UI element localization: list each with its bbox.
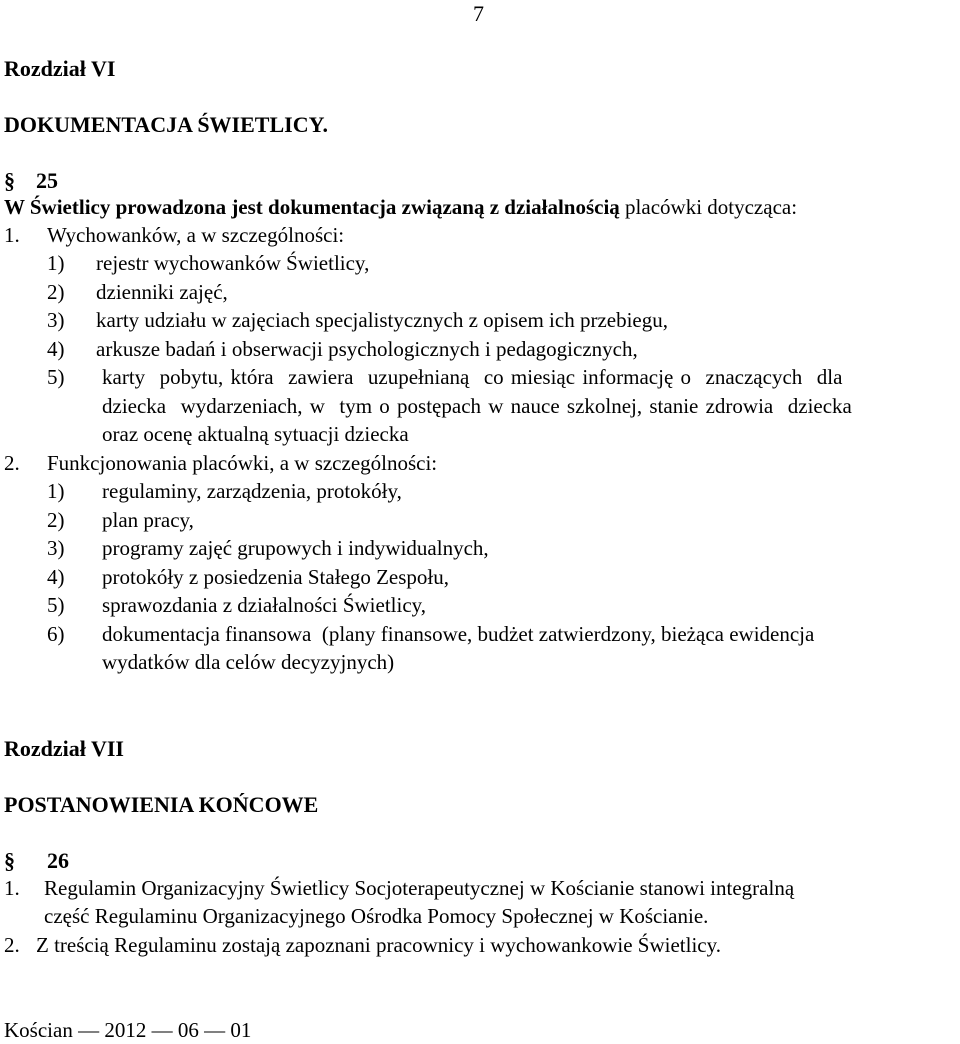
list-item-num: 4) <box>47 565 65 589</box>
paragraph-sign: § <box>4 848 15 873</box>
list-item-num: 3) <box>47 536 65 560</box>
paragraph-number: 25 <box>36 168 58 193</box>
list-item-text-line1: karty pobytu, która zawiera uzupełnianą co miesiąc informację o znaczących dla <box>102 365 843 389</box>
list-item-num: 1) <box>47 479 65 503</box>
section-1-label: Wychowanków, a w szczególności: <box>47 223 345 247</box>
list-item-num: 2) <box>47 280 65 304</box>
list-item-num: 2. <box>4 933 20 957</box>
chapter-7-title: POSTANOWIENIA KOŃCOWE <box>4 792 319 817</box>
list-item-text-line2: część Regulaminu Organizacyjnego Ośrodka Pomocy Społecznej w Kościanie. <box>44 904 709 928</box>
list-item-num: 1. <box>4 876 20 900</box>
list-item-num: 2) <box>47 508 65 532</box>
chapter-7-heading: Rozdział VII <box>4 736 124 761</box>
list-item-num: 1) <box>47 251 65 275</box>
page-number: 7 <box>473 1 484 26</box>
list-item-num: 5) <box>47 365 65 389</box>
section-1-number: 1. <box>4 223 20 247</box>
list-item-text: sprawozdania z działalności Świetlicy, <box>102 593 427 617</box>
list-item-text: rejestr wychowanków Świetlicy, <box>96 251 370 275</box>
list-item-num: 5) <box>47 593 65 617</box>
list-item-text: regulaminy, zarządzenia, protokóły, <box>102 479 402 503</box>
chapter-6-title: DOKUMENTACJA ŚWIETLICY. <box>4 112 328 137</box>
list-item-text-line2: dziecka wydarzeniach, w tym o postępach w nauce szkolnej, stanie zdrowia dziecka <box>102 394 852 418</box>
list-item-num: 6) <box>47 622 65 646</box>
place-date: Kościan — 2012 — 06 — 01 <box>4 1018 252 1042</box>
list-item-text: arkusze badań i obserwacji psychologicznych i pedagogicznych, <box>96 337 638 361</box>
list-item-num: 3) <box>47 308 65 332</box>
list-item-text: karty udziału w zajęciach specjalistycznych z opisem ich przebiegu, <box>96 308 669 332</box>
list-item-text-line1: dokumentacja finansowa (plany finansowe, budżet zatwierdzony, bieżąca ewidencja <box>102 622 815 646</box>
paragraph-number: 26 <box>47 848 69 873</box>
section-2-number: 2. <box>4 451 20 475</box>
list-item-num: 4) <box>47 337 65 361</box>
intro-bold-text: W Świetlicy prowadzona jest dokumentacja związaną z działalnością <box>4 195 620 219</box>
chapter-6-intro <box>4 194 797 221</box>
chapter-6-heading: Rozdział VI <box>4 56 116 81</box>
paragraph-sign: § <box>4 168 15 193</box>
list-item-text-line3: oraz ocenę aktualną sytuacji dziecka <box>102 422 409 446</box>
list-item-text: dzienniki zajęć, <box>96 280 228 304</box>
list-item-text: protokóły z posiedzenia Stałego Zespołu, <box>102 565 450 589</box>
list-item-text-line1: Regulamin Organizacyjny Świetlicy Socjoterapeutycznej w Kościanie stanowi integralną <box>44 876 795 900</box>
intro-rest-text: placówki dotycząca: <box>625 195 798 219</box>
list-item-text-line2: wydatków dla celów decyzyjnych) <box>102 650 395 674</box>
list-item-text: Z treścią Regulaminu zostają zapoznani pracownicy i wychowankowie Świetlicy. <box>36 933 721 957</box>
section-2-label: Funkcjonowania placówki, a w szczególności: <box>47 451 438 475</box>
list-item-text: programy zajęć grupowych i indywidualnych, <box>102 536 489 560</box>
list-item-text: plan pracy, <box>102 508 194 532</box>
